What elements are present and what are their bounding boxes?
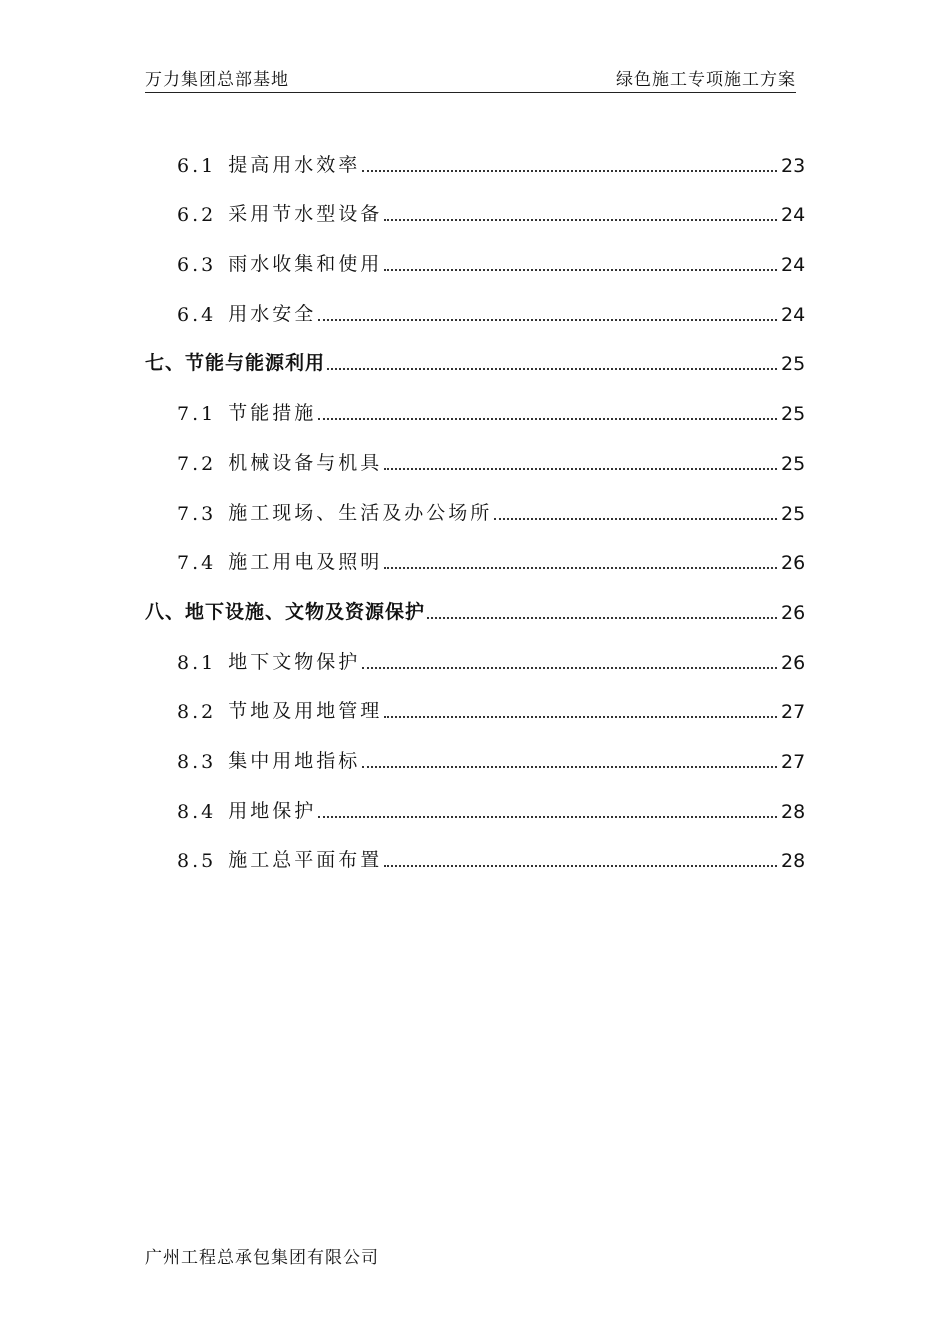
toc-entry-number: 8.5 <box>177 850 217 873</box>
toc-dot-leader <box>494 518 777 520</box>
toc-page-number: 24 <box>781 204 806 227</box>
toc-entry-title: 施工总平面布置 <box>228 849 383 872</box>
toc-dot-leader <box>384 219 777 221</box>
toc-page-number: 25 <box>781 502 806 525</box>
toc-entry-title: 提高用水效率 <box>228 153 361 176</box>
toc-section-entry[interactable] <box>145 434 805 484</box>
toc-dot-leader <box>318 319 777 321</box>
toc-entry-number: 8.1 <box>177 651 217 674</box>
header-document-title: 绿色施工专项施工方案 <box>616 70 796 90</box>
header-project-name: 万力集团总部基地 <box>145 70 289 90</box>
toc-entry-title: 节地及用地管理 <box>228 700 383 723</box>
toc-page-number: 26 <box>781 651 806 674</box>
toc-entry-title: 雨水收集和使用 <box>228 253 383 276</box>
toc-entry-title: 施工用电及照明 <box>228 551 383 574</box>
toc-entry-title: 八、地下设施、文物及资源保护 <box>145 600 426 623</box>
toc-entry-number: 7.4 <box>177 552 217 575</box>
page-footer: 广州工程总承包集团有限公司 <box>145 1248 379 1268</box>
table-of-contents <box>145 136 805 881</box>
toc-entry-number: 8.2 <box>177 701 217 724</box>
toc-section-entry[interactable] <box>145 732 805 782</box>
toc-page-number: 28 <box>781 850 806 873</box>
toc-entry-number: 7.1 <box>177 403 217 426</box>
toc-entry-title: 用水安全 <box>228 302 317 325</box>
toc-section-entry[interactable] <box>145 683 805 733</box>
toc-page-number: 24 <box>781 254 806 277</box>
toc-entry-number: 6.3 <box>177 254 217 277</box>
toc-entry-title: 机械设备与机具 <box>228 451 383 474</box>
toc-entry-title: 节能措施 <box>228 402 317 425</box>
toc-entry-title: 地下文物保护 <box>228 650 361 673</box>
toc-page-number: 27 <box>781 701 806 724</box>
toc-page-number: 24 <box>781 303 806 326</box>
toc-dot-leader <box>362 667 777 669</box>
toc-dot-leader <box>362 766 777 768</box>
toc-dot-leader <box>384 468 777 470</box>
toc-entry-number: 8.4 <box>177 800 217 823</box>
toc-entry-title: 集中用地指标 <box>228 749 361 772</box>
toc-dot-leader <box>362 170 777 172</box>
toc-entry-number: 8.3 <box>177 750 217 773</box>
toc-page-number: 26 <box>781 601 806 624</box>
toc-section-entry[interactable] <box>145 186 805 236</box>
toc-dot-leader <box>384 865 777 867</box>
toc-page-number: 25 <box>781 353 806 376</box>
toc-section-entry[interactable] <box>145 384 805 434</box>
toc-section-entry[interactable] <box>145 484 805 534</box>
toc-dot-leader <box>384 716 777 718</box>
toc-section-entry[interactable] <box>145 285 805 335</box>
toc-entry-number: 6.2 <box>177 204 217 227</box>
toc-page-number: 23 <box>781 154 806 177</box>
toc-chapter-entry[interactable] <box>145 583 805 633</box>
toc-entry-number: 7.3 <box>177 502 217 525</box>
toc-entry-title: 施工现场、生活及办公场所 <box>228 501 493 524</box>
toc-page-number: 26 <box>781 552 806 575</box>
toc-dot-leader <box>384 269 777 271</box>
toc-entry-number: 6.4 <box>177 303 217 326</box>
toc-section-entry[interactable] <box>145 534 805 584</box>
toc-entry-title: 采用节水型设备 <box>228 203 383 226</box>
toc-dot-leader <box>384 567 777 569</box>
toc-section-entry[interactable] <box>145 782 805 832</box>
toc-entry-title: 七、节能与能源利用 <box>145 352 326 375</box>
toc-entry-title: 用地保护 <box>228 799 317 822</box>
toc-section-entry[interactable] <box>145 832 805 882</box>
toc-dot-leader <box>327 368 777 370</box>
toc-dot-leader <box>318 418 777 420</box>
toc-page-number: 28 <box>781 800 806 823</box>
toc-entry-number: 6.1 <box>177 154 217 177</box>
toc-section-entry[interactable] <box>145 235 805 285</box>
page-header <box>145 68 796 93</box>
toc-dot-leader <box>427 617 777 619</box>
toc-page-number: 25 <box>781 452 806 475</box>
toc-entry-number: 7.2 <box>177 452 217 475</box>
toc-chapter-entry[interactable] <box>145 335 805 385</box>
toc-dot-leader <box>318 816 777 818</box>
toc-page-number: 27 <box>781 750 806 773</box>
toc-section-entry[interactable] <box>145 136 805 186</box>
toc-page-number: 25 <box>781 403 806 426</box>
toc-section-entry[interactable] <box>145 633 805 683</box>
